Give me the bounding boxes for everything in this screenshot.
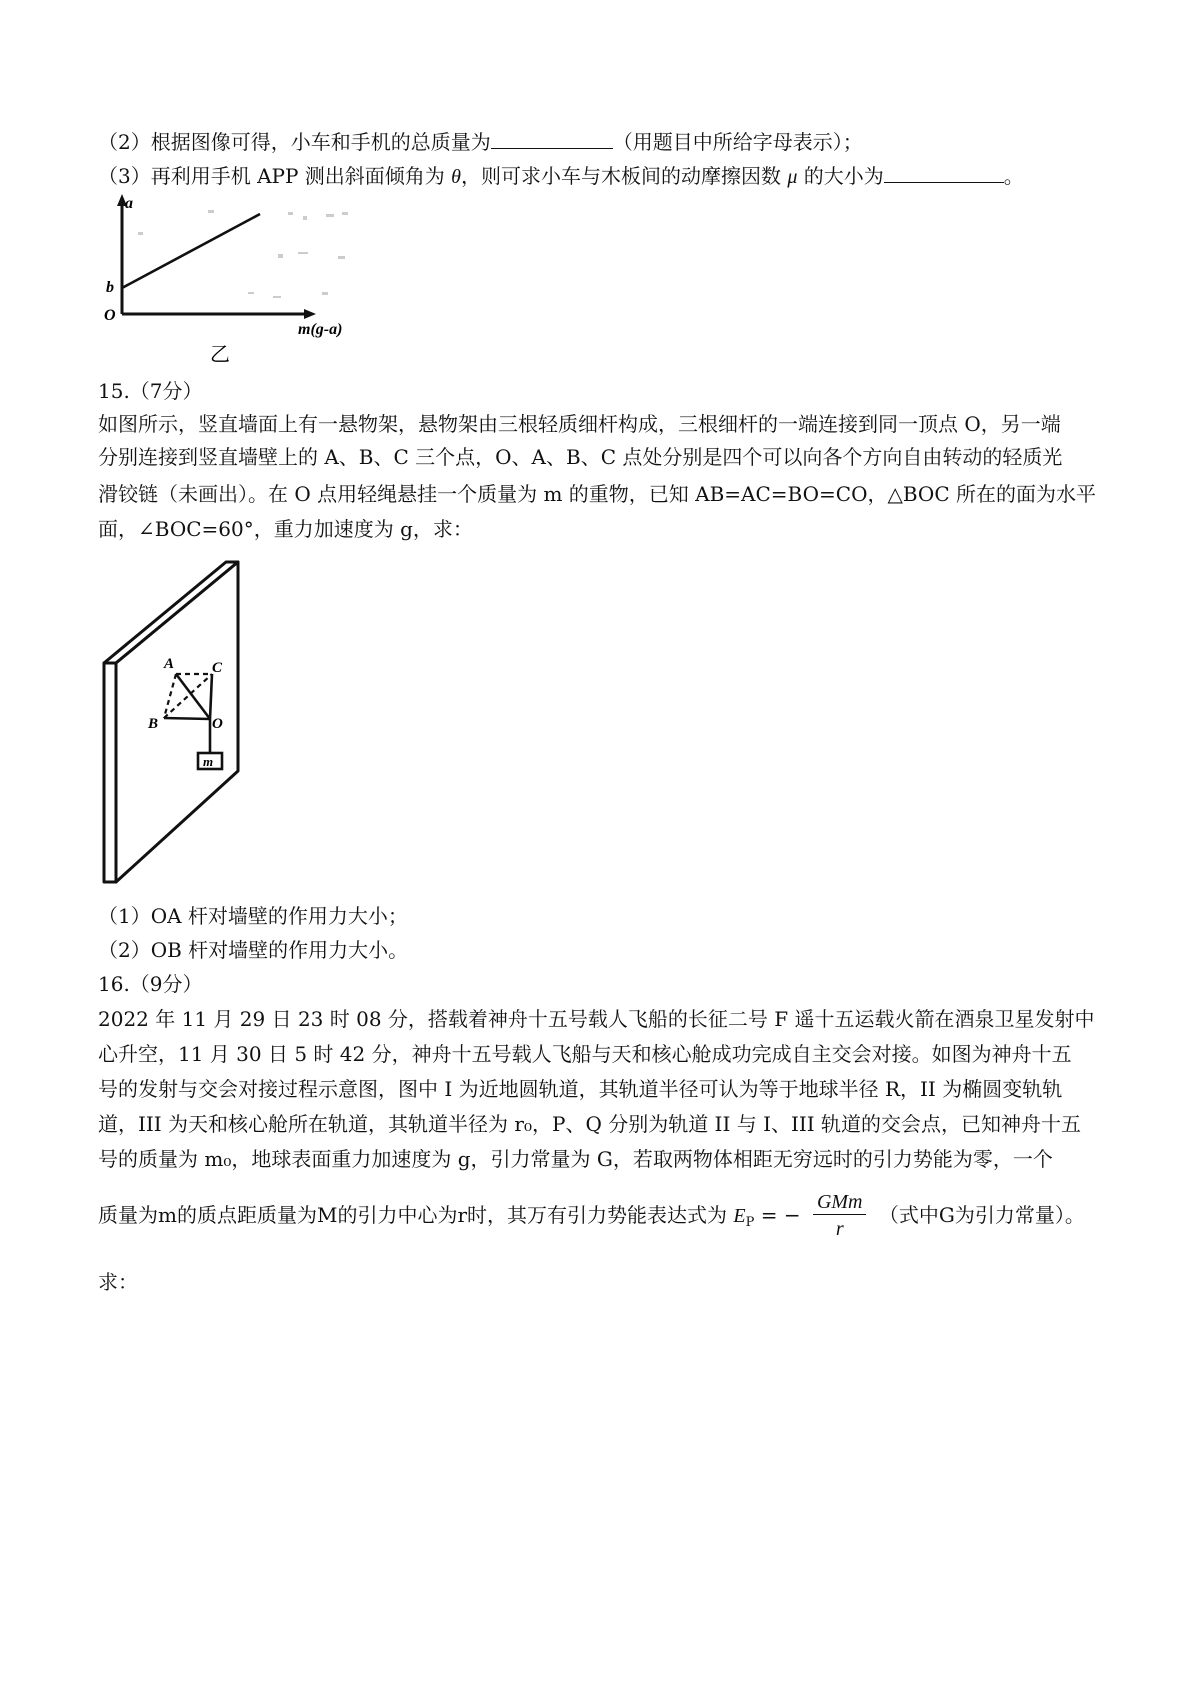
q14-part3-suffix: 。 bbox=[1003, 164, 1024, 188]
point-b-label: B bbox=[148, 716, 159, 732]
graph-x-label: m(g-a) bbox=[298, 321, 343, 338]
q16-formula-line bbox=[98, 1185, 1085, 1253]
graph-line bbox=[122, 214, 260, 288]
q16-ask: 求： bbox=[98, 1270, 138, 1294]
q16-para-line-4: 道，III 为天和核心舱所在轨道，其轨道半径为 r₀，P、Q 分别为轨道 II 与 I、III 轨道的交会点，已知神舟十五 bbox=[98, 1112, 1082, 1136]
formula-denominator: r bbox=[835, 1218, 844, 1240]
q16-para-line-5: 号的质量为 m₀，地球表面重力加速度为 g，引力常量为 G，若取两物体相距无穷远时的引力势能为零，一个 bbox=[98, 1147, 1053, 1171]
q14-part2-suffix: （用题目中所给字母表示）； bbox=[612, 130, 863, 154]
q15-wall-figure bbox=[98, 556, 288, 890]
q14-part3-mid: ，则可求小车与木板间的动摩擦因数 bbox=[460, 164, 781, 188]
formula-prefix: 质量为m的质点距质量为M的引力中心为r时，其万有引力势能表达式为 bbox=[98, 1203, 728, 1227]
q15-para-line-4: 面，∠BOC=60°，重力加速度为 g，求： bbox=[98, 517, 473, 541]
formula-numerator: GMm bbox=[813, 1190, 867, 1215]
q14-part2-answer-blank[interactable] bbox=[491, 128, 613, 149]
q15-header: 15.（7分） bbox=[98, 379, 203, 403]
graph-caption: 乙 bbox=[210, 344, 230, 366]
graph-origin-label: O bbox=[104, 307, 116, 324]
q14-part3-mid2: 的大小为 bbox=[803, 164, 884, 188]
q15-para-line-3: 滑铰链（未画出）。在 O 点用轻绳悬挂一个质量为 m 的重物，已知 AB=AC=BO=CO，△BOC 所在的面为水平 bbox=[98, 482, 1096, 506]
formula-suffix: （式中G为引力常量）。 bbox=[878, 1203, 1085, 1227]
wall-side-face bbox=[104, 663, 116, 882]
q14-part3-answer-blank[interactable] bbox=[884, 162, 1004, 183]
q16-para-line-3: 号的发射与交会对接过程示意图，图中 I 为近地圆轨道，其轨道半径可认为等于地球半径 R，II 为椭圆变轨轨 bbox=[98, 1077, 1063, 1101]
q16-header: 16.（9分） bbox=[98, 972, 203, 996]
formula-fraction bbox=[813, 1190, 867, 1243]
rod-ob bbox=[164, 718, 210, 719]
q14-part3-text: （3）再利用手机 APP 测出斜面倾角为 bbox=[98, 164, 445, 188]
theta-symbol: θ bbox=[451, 166, 461, 188]
weight-mass-label: m bbox=[203, 754, 214, 769]
q14-part2-line bbox=[98, 128, 863, 156]
q15-sub2: （2）OB 杆对墙壁的作用力大小。 bbox=[98, 938, 409, 962]
mu-symbol: μ bbox=[787, 166, 798, 188]
point-a-label: A bbox=[164, 656, 175, 672]
q15-para-line-1: 如图所示，竖直墙面上有一悬物架，悬物架由三根轻质细杆构成，三根细杆的一端连接到同一顶点 O，另一端 bbox=[98, 412, 1061, 436]
point-c-label: C bbox=[212, 660, 223, 676]
x-axis-arrow-icon bbox=[304, 309, 316, 319]
formula-ep-subscript: P bbox=[745, 1215, 755, 1230]
formula-equals-minus: = − bbox=[760, 1203, 801, 1227]
q16-para-line-1: 2022 年 11 月 29 日 23 时 08 分，搭载着神舟十五号载人飞船的长征二号 F 遥十五运载火箭在酒泉卫星发射中 bbox=[98, 1007, 1095, 1031]
q14-part2-text: （2）根据图像可得，小车和手机的总质量为 bbox=[98, 130, 491, 154]
point-o-label: O bbox=[212, 716, 223, 732]
q16-para-line-2: 心升空，11 月 30 日 5 时 42 分，神舟十五号载人飞船与天和核心舱成功完成自主交会对接。如图为神舟十五 bbox=[98, 1042, 1072, 1066]
graph-y-label: a bbox=[125, 195, 133, 212]
q15-para-line-2: 分别连接到竖直墙壁上的 A、B、C 三个点，O、A、B、C 点处分别是四个可以向各个方向自由转动的轻质光 bbox=[98, 445, 1063, 469]
q14-graph bbox=[98, 192, 368, 370]
formula-ep: E bbox=[733, 1205, 746, 1227]
q14-part3-line bbox=[98, 162, 1024, 191]
q15-sub1: （1）OA 杆对墙壁的作用力大小； bbox=[98, 904, 408, 928]
graph-intercept-label: b bbox=[106, 279, 114, 296]
